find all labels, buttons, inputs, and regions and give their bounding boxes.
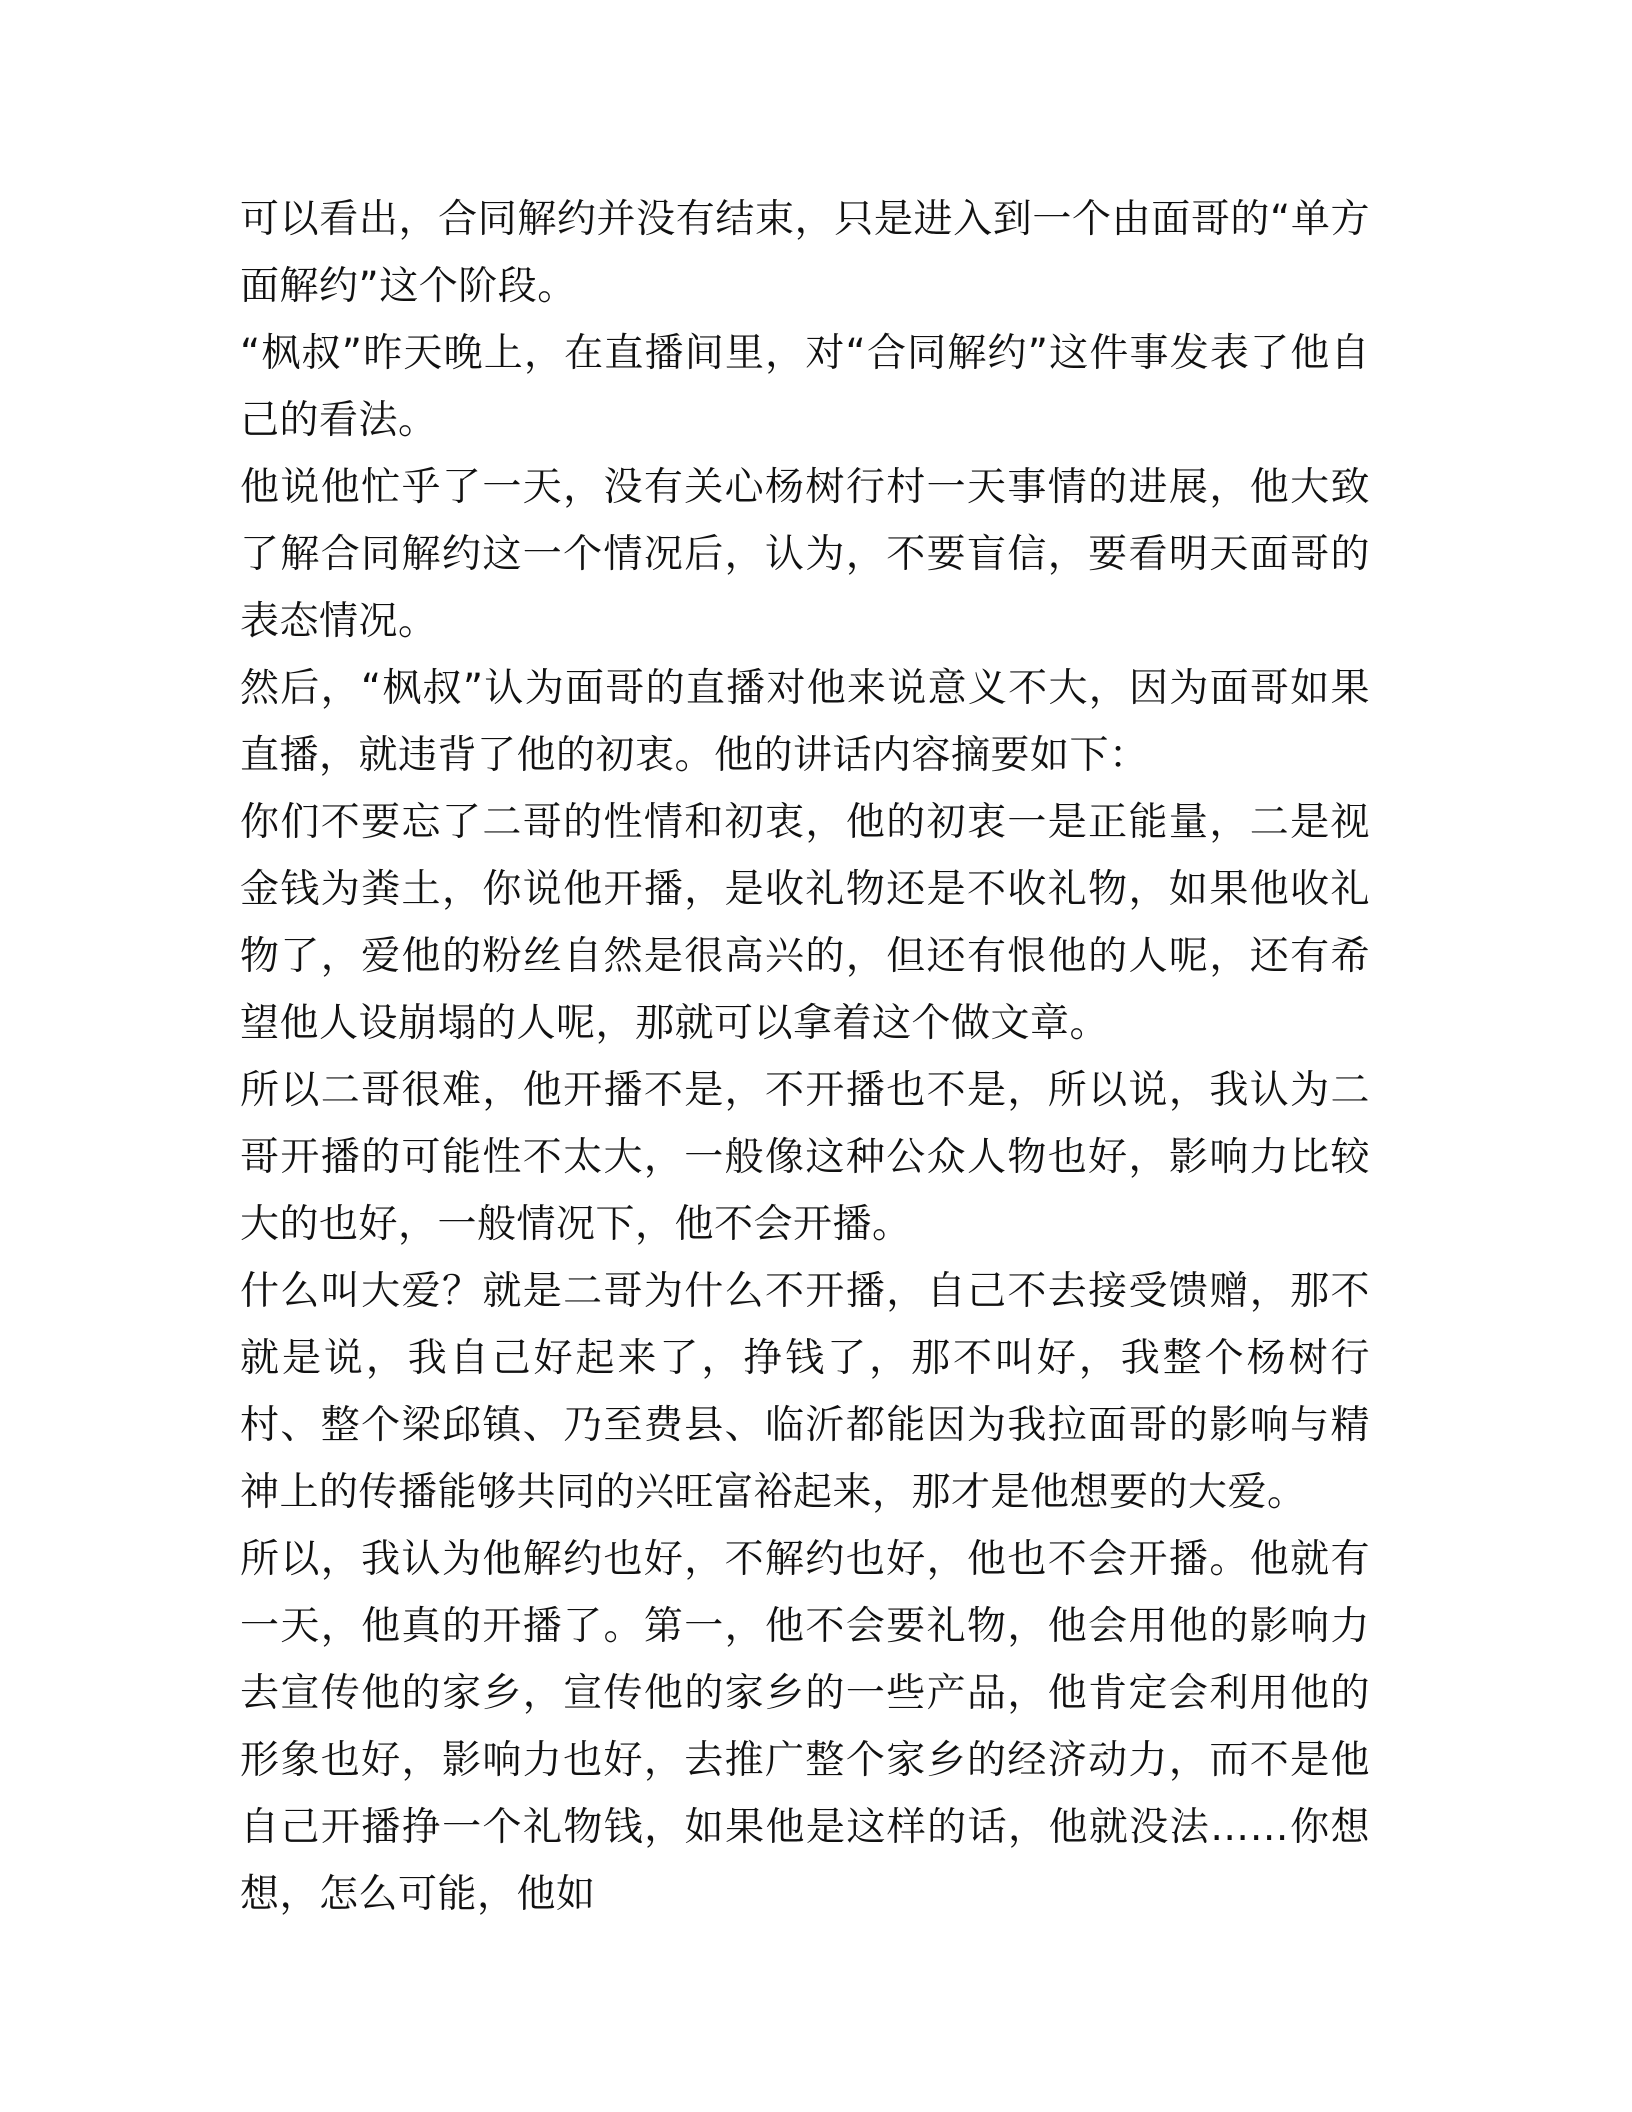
paragraph-great-love: 什么叫大爱？就是二哥为什么不开播，自己不去接受馈赠，那不就是说，我自己好起来了，挣钱了，那不叫好，我整个杨树行村、整个梁邱镇、乃至费县、临沂都能因为我拉面哥的影响与精神上的传播能够共同的兴旺富裕起来，那才是他想要的大爱。: [240, 1269, 1370, 1515]
paragraph-livestream-meaning: 然后，“枫叔”认为面哥的直播对他来说意义不大，因为面哥如果直播，就违背了他的初衷。他的讲话内容摘要如下：: [240, 666, 1370, 778]
paragraph-original-intention: 你们不要忘了二哥的性情和初衷，他的初衷一是正能量，二是视金钱为粪土，你说他开播，是收礼物还是不收礼物，如果他收礼物了，爱他的粉丝自然是很高兴的，但还有恨他的人呢，还有希望他人设崩塌的人呢，那就可以拿着这个做文章。: [240, 800, 1370, 1046]
paragraph-no-livestream: 所以，我认为他解约也好，不解约也好，他也不会开播。他就有一天，他真的开播了。第一，他不会要礼物，他会用他的影响力去宣传他的家乡，宣传他的家乡的一些产品，他肯定会利用他的形象也好，影响力也好，去推广整个家乡的经济动力，而不是他自己开播挣一个礼物钱，如果他是这样的话，他就没法……你想想，怎么可能，他如: [240, 1537, 1370, 1917]
paragraph-busy-day: 他说他忙乎了一天，没有关心杨树行村一天事情的进展，他大致了解合同解约这一个情况后，认为，不要盲信，要看明天面哥的表态情况。: [240, 465, 1370, 644]
document-body: [240, 186, 1370, 1928]
paragraph-fengshu-opinion: “枫叔”昨天晚上，在直播间里，对“合同解约”这件事发表了他自己的看法。: [240, 331, 1370, 443]
paragraph-contract-status: 可以看出，合同解约并没有结束，只是进入到一个由面哥的“单方面解约”这个阶段。: [240, 197, 1370, 309]
paragraph-difficult-choice: 所以二哥很难，他开播不是，不开播也不是，所以说，我认为二哥开播的可能性不太大，一般像这种公众人物也好，影响力比较大的也好，一般情况下，他不会开播。: [240, 1068, 1370, 1247]
